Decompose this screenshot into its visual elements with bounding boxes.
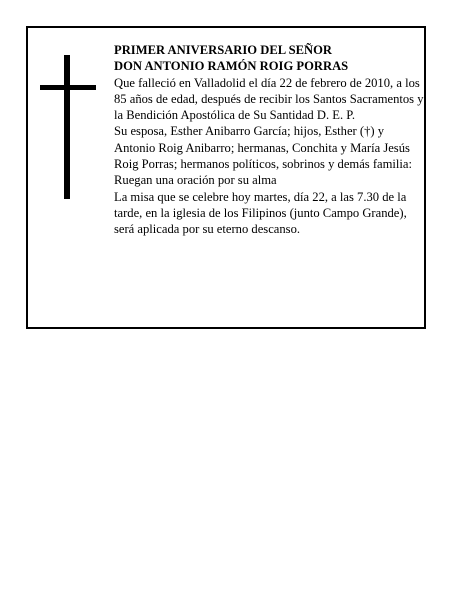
death-paragraph: Que falleció en Valladolid el día 22 de febrero de 2010, a los 85 años de edad, después de recibir los Santos Sacramentos y la Bendición Apostólica de Su Santidad D. E. P. bbox=[114, 75, 424, 123]
cross-vertical-bar bbox=[64, 55, 70, 199]
mass-paragraph: La misa que se celebre hoy martes, día 22, a las 7.30 de la tarde, en la iglesia de los Filipinos (junto Campo Grande), será aplicada por su eterno descanso. bbox=[114, 189, 407, 237]
cross-horizontal-bar bbox=[40, 85, 96, 90]
notice-title-line-1: PRIMER ANIVERSARIO DEL SEÑOR bbox=[114, 43, 332, 57]
prayer-request: Ruegan una oración por su alma bbox=[114, 173, 277, 188]
notice-title-line-2: DON ANTONIO RAMÓN ROIG PORRAS bbox=[114, 59, 349, 74]
family-paragraph: Su esposa, Esther Anibarro García; hijos, Esther (†) y Antonio Roig Anibarro; hermanas, Conchita y María Jesús Roig Porras; hermanos políticos, sobrinos y demás familia: bbox=[114, 124, 413, 172]
notice-text bbox=[114, 42, 424, 238]
obituary-notice bbox=[26, 26, 426, 329]
cross-icon bbox=[40, 55, 96, 199]
